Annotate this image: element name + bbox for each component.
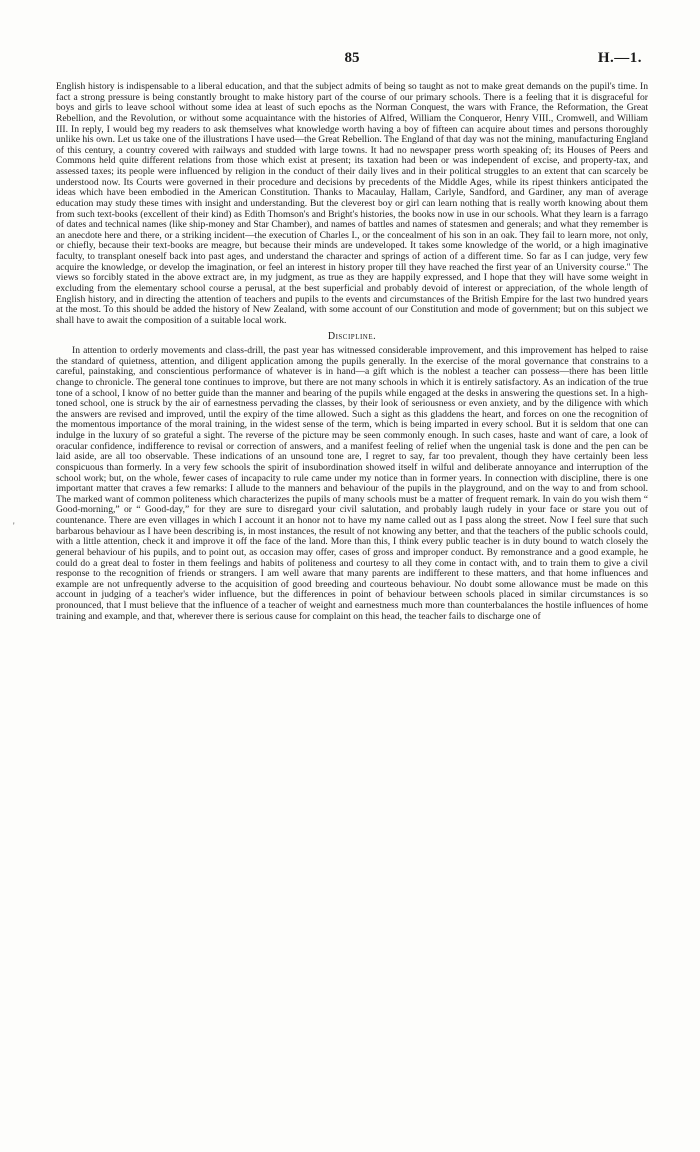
margin-mark: ' xyxy=(13,521,15,531)
page-header xyxy=(0,50,700,74)
paragraph-discipline: In attention to orderly movements and class-drill, the past year has witnessed considerable improvement, and this improvement has helped to raise the standard of quietness, attention, and diligent application among the pupils generally. In the exercise of the moral governance that constrains to a careful, painstaking, and conscientious performance of whatever is in hand—a gift which is the noblest a teacher can possess—there has been little change to chronicle. The general tone continues to improve, but there are not many schools in which it is entirely satisfactory. As an indication of the true tone of a school, I know of no better guide than the manner and bearing of the pupils while engaged at the desks in answering the questions set. In a high-toned school, one is struck by the air of earnestness pervading the classes, by their look of seriousness or even anxiety, and by the diligence with which the answers are revised and improved, until the expiry of the time allowed. Such a sight as this gladdens the heart, and forces on one the recognition of the momentous importance of the moral training, in the widest sense of the term, which is being imparted in every school. But it is seldom that one can indulge in the luxury of so grateful a sight. The reverse of the picture may be seen commonly enough. In such cases, haste and want of care, a look of oracular confidence, indifference to revisal or correction of answers, and a manifest feeling of relief when the ungenial task is done and the pen can be laid aside, are all too observable. These indications of an unsound tone are, I regret to say, far too prevalent, though they have certainly been less conspicuous than formerly. In a very few schools the spirit of insubordination showed itself in wilful and deliberate annoyance and interruption of the school work; but, on the whole, fewer cases of incapacity to rule came under my notice than in former years. In connection with discipline, there is one important matter that craves a few remarks: I allude to the manners and behaviour of the pupils in the playground, and on the way to and from school. The marked want of common politeness which characterizes the pupils of many schools must be a matter of frequent remark. In vain do you wish them “ Good-morning,” or “ Good-day,” for they are sure to disregard your civil salutation, and probably laugh rudely in your face or stare you out of countenance. There are even villages in which I account it an honor not to have my name called out as I pass along the street. Now I feel sure that such barbarous behaviour as I have been describing is, in most instances, the result of not knowing any better, and that the teachers of the public schools could, with a little attention, check it and improve it off the face of the land. More than this, I think every public teacher is in duty bound to watch closely the general behaviour of his pupils, and to point out, as occasion may offer, cases of gross and improper conduct. By remonstrance and a good example, he could do a great deal to foster in them feelings and habits of politeness and courtesy to all they come in contact with, and to train them to give a civil response to the recognition of friends or strangers. I am well aware that many parents are indifferent to these matters, and that home influences and example are not unfrequently adverse to the acquisition of good breeding and courteous behaviour. No doubt some allowance must be made on this account in judging of a teacher's wider influence, but the differences in point of behaviour between schools placed in similar circumstances is so pronounced, that I must believe that the influence of a teacher of weight and earnestness much more than counterbalances the hostile influences of home training and example, and that, wherever there is serious cause for complaint on this head, the teacher fails to discharge one of xyxy=(56,345,648,622)
page-number: 85 xyxy=(344,50,360,66)
paragraph-history: English history is indispensable to a liberal education, and that the subject admits of being so taught as not to make great demands on the pupil's time. In fact a strong pressure is being constantly brought to make history part of the course of our primary schools. There is a feeling that it is disgraceful for boys and girls to leave school without some idea at least of such epochs as the Norman Conquest, the wars with France, the Reformation, the Great Rebellion, and the Revolution, or without some acquaintance with the histories of Alfred, William the Conqueror, Henry VIII., Cromwell, and William III. In reply, I would beg my readers to ask themselves what knowledge worth having a boy of fifteen can acquire about times and persons thoroughly unlike his own. Let us take one of the illustrations I have used—the Great Rebellion. The England of that day was not the mining, manufacturing England of this century, a country covered with railways and studded with large towns. It had no newspaper press worth speaking of; its Houses of Peers and Commons held quite different relations from those which exist at present; its taxation had been or was independent of excise, and property-tax, and assessed taxes; its people were influenced by religion in the conduct of their daily lives and in their political struggles to an extent that can scarcely be understood now. Its Courts were governed in their procedure and decisions by precedents of the Middle Ages, while its ripest thinkers anticipated the ideas which have been embodied in the American Constitution. Thanks to Macaulay, Hallam, Carlyle, Sandford, and Gardiner, any man of average education may study these times with insight and understanding. But the cleverest boy or girl can learn nothing that is really worth knowing about them from such text-books (excellent of their kind) as Edith Thomson's and Bright's histories, the books now in use in our schools. What they learn is a farrago of dates and technical names (like ship-money and Star Chamber), and names of battles and names of statesmen and generals; and what they remember is an anecdote here and there, or a striking incident—the execution of Charles I., or the concealment of his son in an oak. They fail to learn more, not only, or chiefly, because their text-books are meagre, but because their minds are undeveloped. It takes some knowledge of the world, or a high imaginative faculty, to transplant oneself back into past ages, and understand the character and springs of action of a different time. So far as I can judge, very few acquire the knowledge, or develop the imagination, or feel an interest in history proper till they have reached the first year of an University course." The views so forcibly stated in the above extract are, in my judgment, as true as they are happily expressed, and I hope that they will have some weight in excluding from the elementary school course a perusal, at the best superficial and probably devoid of interest or appreciation, of the whole length of English history, and in directing the attention of teachers and pupils to the events and circumstances of the British Empire for the last two hundred years at the most. To this should be added the history of New Zealand, with some account of our Constitution and mode of government; but on this subject we shall have to await the composition of a suitable local work. xyxy=(56,81,648,326)
document-reference: H.—1. xyxy=(597,50,642,66)
section-heading-discipline: Discipline. xyxy=(327,331,377,343)
body-text xyxy=(56,82,648,622)
